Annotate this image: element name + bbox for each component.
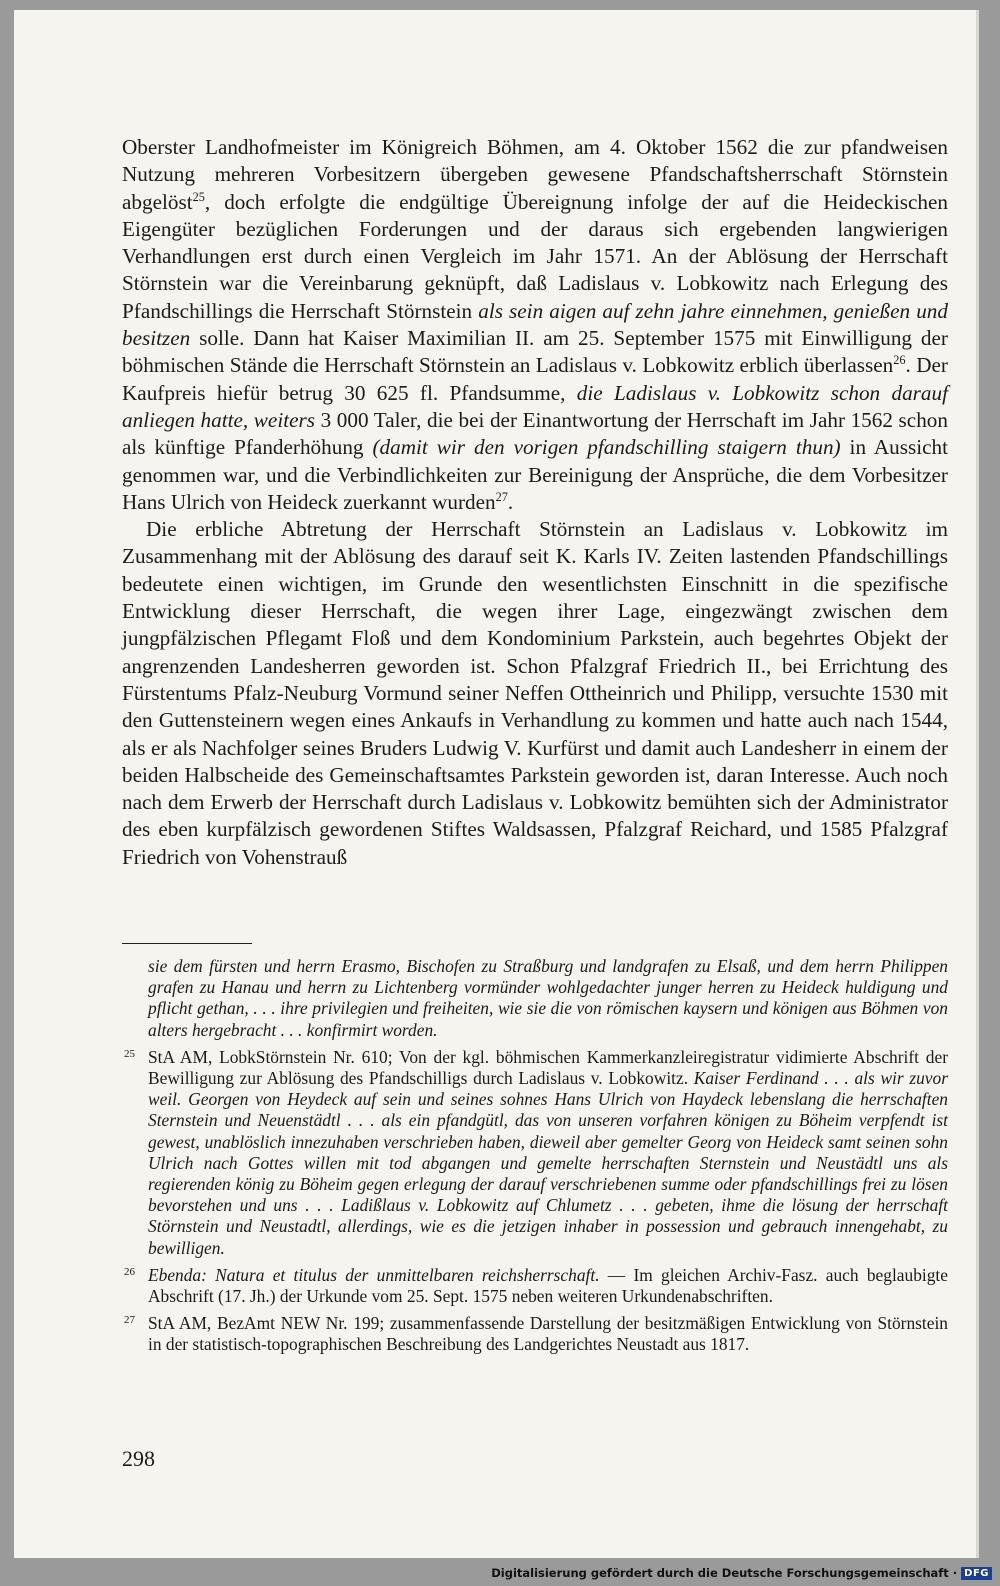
dfg-logo-icon: DFG [961,1567,992,1580]
quote-italic: Kaiser Ferdinand . . . als wir zuvor weil. Georgen von Heydeck auf sein und seines sohnes Hans Ulrich von Haydeck lebenslang die herrschaften Sternstein und Neuenstädtl . . . als ein pfandgütl, das von unseren vorfahren königen zu Böheim verpfendt ist gewest, unablöslich innezuhaben verschrieben haben, dieweil aber gemelter Georg von Heideck samt seinen sohn Ulrich nach Gottes willen mit tod abgangen und gemelte herrschaften Sternstein und Neustädtl uns als regierenden könig zu Böheim gegen erlegung der darauf verschriebenen summe oder pfandschillings frei zu lösen bevorstehen und uns . . . Ladißlaus v. Lobkowitz auf Chlumetz . . . gebeten, ihme die lösung der herrschaft Störnstein und Neustadtl, allerdings, wie es die jetzigen inhaber in possession und gebrauch innengehabt, zu bewilligen. [148,1068,948,1258]
quote-italic: (damit wir den vorigen pfandschilling staigern thun) [372,435,841,460]
footnote-number: 26 [124,1265,135,1278]
text-run: Die erbliche Abtretung der Herrschaft Störnstein an Ladislaus v. Lobkowitz im Zusammenhang mit der Ablösung des darauf seit K. Karls IV. Zeiten lastenden Pfandschillings bedeutete einen wichtigen, im Grunde den wesentlichsten Einschnitt in die spezifische Entwicklung dieser Herrschaft, die wegen ihrer Lage, eingezwängt zwischen dem jungpfälzischen Pflegamt Floß und dem Kondominium Parkstein, auch begehrtes Objekt der angrenzenden Landesherren geworden ist. Schon Pfalzgraf Friedrich II., bei Errichtung des Fürstentums Pfalz-Neuburg Vormund seiner Neffen Ottheinrich und Philipp, versuchte 1530 mit den Guttensteinern wegen eines Ankaufs in Verhandlung zu kommen und hatte auch nach 1544, als er als Nachfolger seines Bruders Ludwig V. Kurfürst und damit auch Landesherr in einem der beiden Halbscheide des Gemeinschaftsamtes Parkstein geworden ist, daran Interesse. Auch noch nach dem Erwerb der Herrschaft durch Ladislaus v. Lobkowitz bemühten sich der Administrator des eben kurpfälzisch gewordenen Stiftes Waldsassen, Pfalzgraf Reichard, und 1585 Pfalzgraf Friedrich von Vohenstrauß [122,517,948,869]
text-run: StA AM, LobkStörnstein Nr. 610; Von der kgl. böhmischen Kammerkanzleiregistratur vidimierte Abschrift der Bewilligung zur Ablösung des Pfandschilligs durch Ladislaus v. Lobkowitz. [148,1046,948,1089]
footnote-ref-25[interactable]: 25 [192,189,205,204]
dfg-footer [491,1564,992,1582]
footer-text: Digitalisierung gefördert durch die Deutsche Forschungsgemeinschaft · [491,1566,958,1580]
footnote-ref-26[interactable]: 26 [893,353,906,368]
text-run: , doch erfolgte die endgültige Übereignung infolge der auf die Heideckischen Eigengüter bezüglichen Forderungen und der daraus sich ergebenden langwierigen Verhandlungen erst durch einen Vergleich im Jahr 1571. An der Ablösung der Herrschaft Störnstein war die Vereinbarung geknüpft, daß Ladislaus v. Lobkowitz nach Erlegung des Pfandschillings die Herrschaft Störnstein [122,189,948,323]
footnote-number: 25 [124,1047,135,1060]
paragraph-1 [122,134,948,516]
text-run: Oberster Landhofmeister im Königreich Böhmen, am 4. Oktober 1562 die zur pfandweisen Nutzung mehreren Vorbesitzern übergeben gewesene Pfandschaftsherrschaft Störnstein abgelöst [122,135,948,214]
footnote-27 [122,1313,948,1355]
text-run: . [507,489,514,514]
text-run: solle. Dann hat Kaiser Maximilian II. am 25. September 1575 mit Einwilligung der böhmischen Stände die Herrschaft Störnstein an Ladislaus v. Lobkowitz erblich überlassen [122,326,948,378]
quote-italic: als sein aigen auf zehn jahre einnehmen, genießen und besitzen [122,298,948,351]
text-run: StA AM, BezAmt NEW Nr. 199; zusammenfassende Darstellung der besitzmäßigen Entwicklung von Störnstein in der statistisch-topographischen Beschreibung des Landgerichtes Neustadt aus 1817. [148,1313,948,1355]
text-run: 3 000 Taler, die bei der Einantwortung der Herrschaft im Jahr 1562 schon als künftige Pfanderhöhung [122,407,948,460]
page-number: 298 [122,1446,155,1471]
text-run: in Aussicht genommen war, und die Verbindlichkeiten zur Bereinigung der Ansprüche, die dem Vorbesitzer Hans Ulrich von Heideck zuerkannt wurden [122,435,948,514]
quote-italic: Ebenda: Natura et titulus der unmittelbaren reichsherrschaft. [148,1264,600,1285]
main-text [122,134,948,871]
paragraph-2 [122,516,948,871]
footnotes [122,956,948,1356]
footnote-continuation: sie dem fürsten und herrn Erasmo, Bischofen zu Straßburg und landgrafen zu Elsaß, und dem herrn Philippen grafen zu Hanau und herrn zu Lichtenberg vormünder wohlgedachter junger herren zu Heideck huldigung und pflicht gethan, . . . ihre privilegien und freiheiten, wie sie die von römischen kaysern und königen aus Böhmen von alters hergebracht . . . konfirmirt worden. [148,956,948,1040]
quote-italic: die Ladislaus v. Lobkowitz schon darauf anliegen hatte, weiters [122,380,948,432]
footnote-ref-27[interactable]: 27 [495,489,508,504]
footnote-25 [122,1047,948,1259]
footnote-26 [122,1265,948,1307]
text-run: — Im gleichen Archiv-Fasz. auch beglaubigte Abschrift (17. Jh.) der Urkunde vom 25. Sept. 1575 neben weiteren Urkundenabschriften. [148,1264,948,1307]
scanned-page [14,10,976,1558]
footnote-separator [122,943,252,944]
text-run: . Der Kaufpreis hiefür betrug 30 625 fl. Pfandsumme, [122,353,948,405]
footnote-number: 27 [124,1314,135,1327]
